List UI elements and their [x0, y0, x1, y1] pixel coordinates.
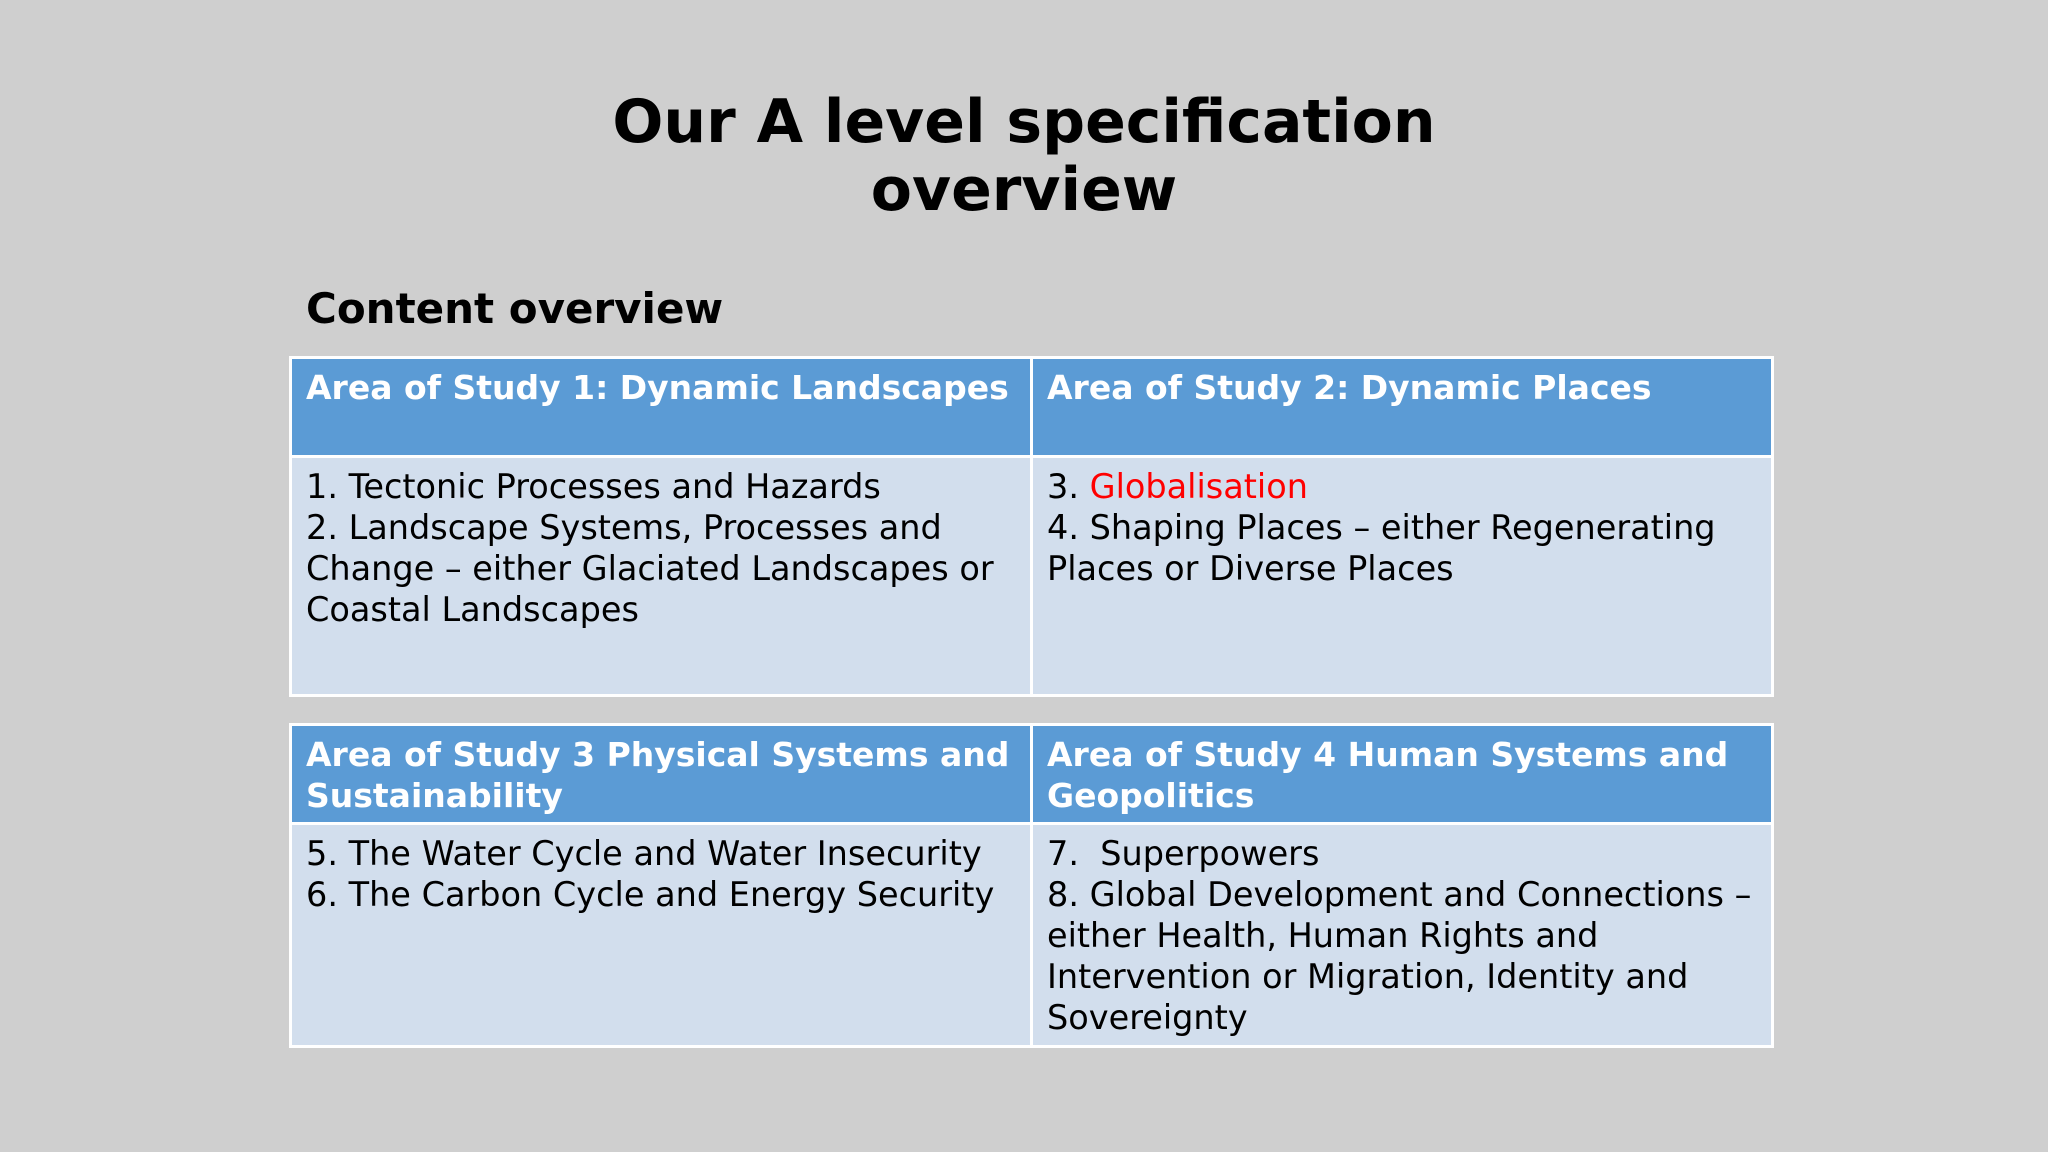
list-item-3 [1047, 466, 1757, 507]
area-of-study-4-header: Area of Study 4 Human Systems and Geopolitics [1032, 725, 1773, 824]
table-row [291, 457, 1773, 696]
table-header-row [291, 358, 1773, 457]
slide-title [0, 88, 2048, 224]
list-item-1: 1. Tectonic Processes and Hazards [306, 467, 881, 506]
area-of-study-2-content [1032, 457, 1773, 696]
list-item-7: 7. Superpowers [1047, 834, 1320, 873]
list-item-4: 4. Shaping Places – either Regenerating Places or Diverse Places [1047, 508, 1716, 588]
list-item-2: 2. Landscape Systems, Processes and Change – either Glaciated Landscapes or Coastal Landscapes [306, 508, 994, 629]
area-of-study-3-header: Area of Study 3 Physical Systems and Sustainability [291, 725, 1032, 824]
slide-title-line-2: overview [870, 155, 1178, 225]
list-item-8: 8. Global Development and Connections – either Health, Human Rights and Intervention or Migration, Identity and Sovereignty [1047, 875, 1752, 1037]
area-of-study-1-header: Area of Study 1: Dynamic Landscapes [291, 358, 1032, 457]
list-item-6: 6. The Carbon Cycle and Energy Security [306, 875, 995, 914]
area-of-study-4-content [1032, 824, 1773, 1047]
area-of-study-3-content [291, 824, 1032, 1047]
study-table-2 [289, 723, 1774, 1048]
globalisation-highlight: Globalisation [1089, 467, 1308, 506]
area-of-study-2-header: Area of Study 2: Dynamic Places [1032, 358, 1773, 457]
area-of-study-1-content [291, 457, 1032, 696]
list-item-5: 5. The Water Cycle and Water Insecurity [306, 834, 982, 873]
table-header-row [291, 725, 1773, 824]
table-row [291, 824, 1773, 1047]
content-overview-heading: Content overview [306, 284, 724, 333]
study-table-1 [289, 356, 1774, 697]
slide-title-line-1: Our A level specification [612, 87, 1436, 157]
list-item-3-number: 3. [1047, 467, 1090, 506]
